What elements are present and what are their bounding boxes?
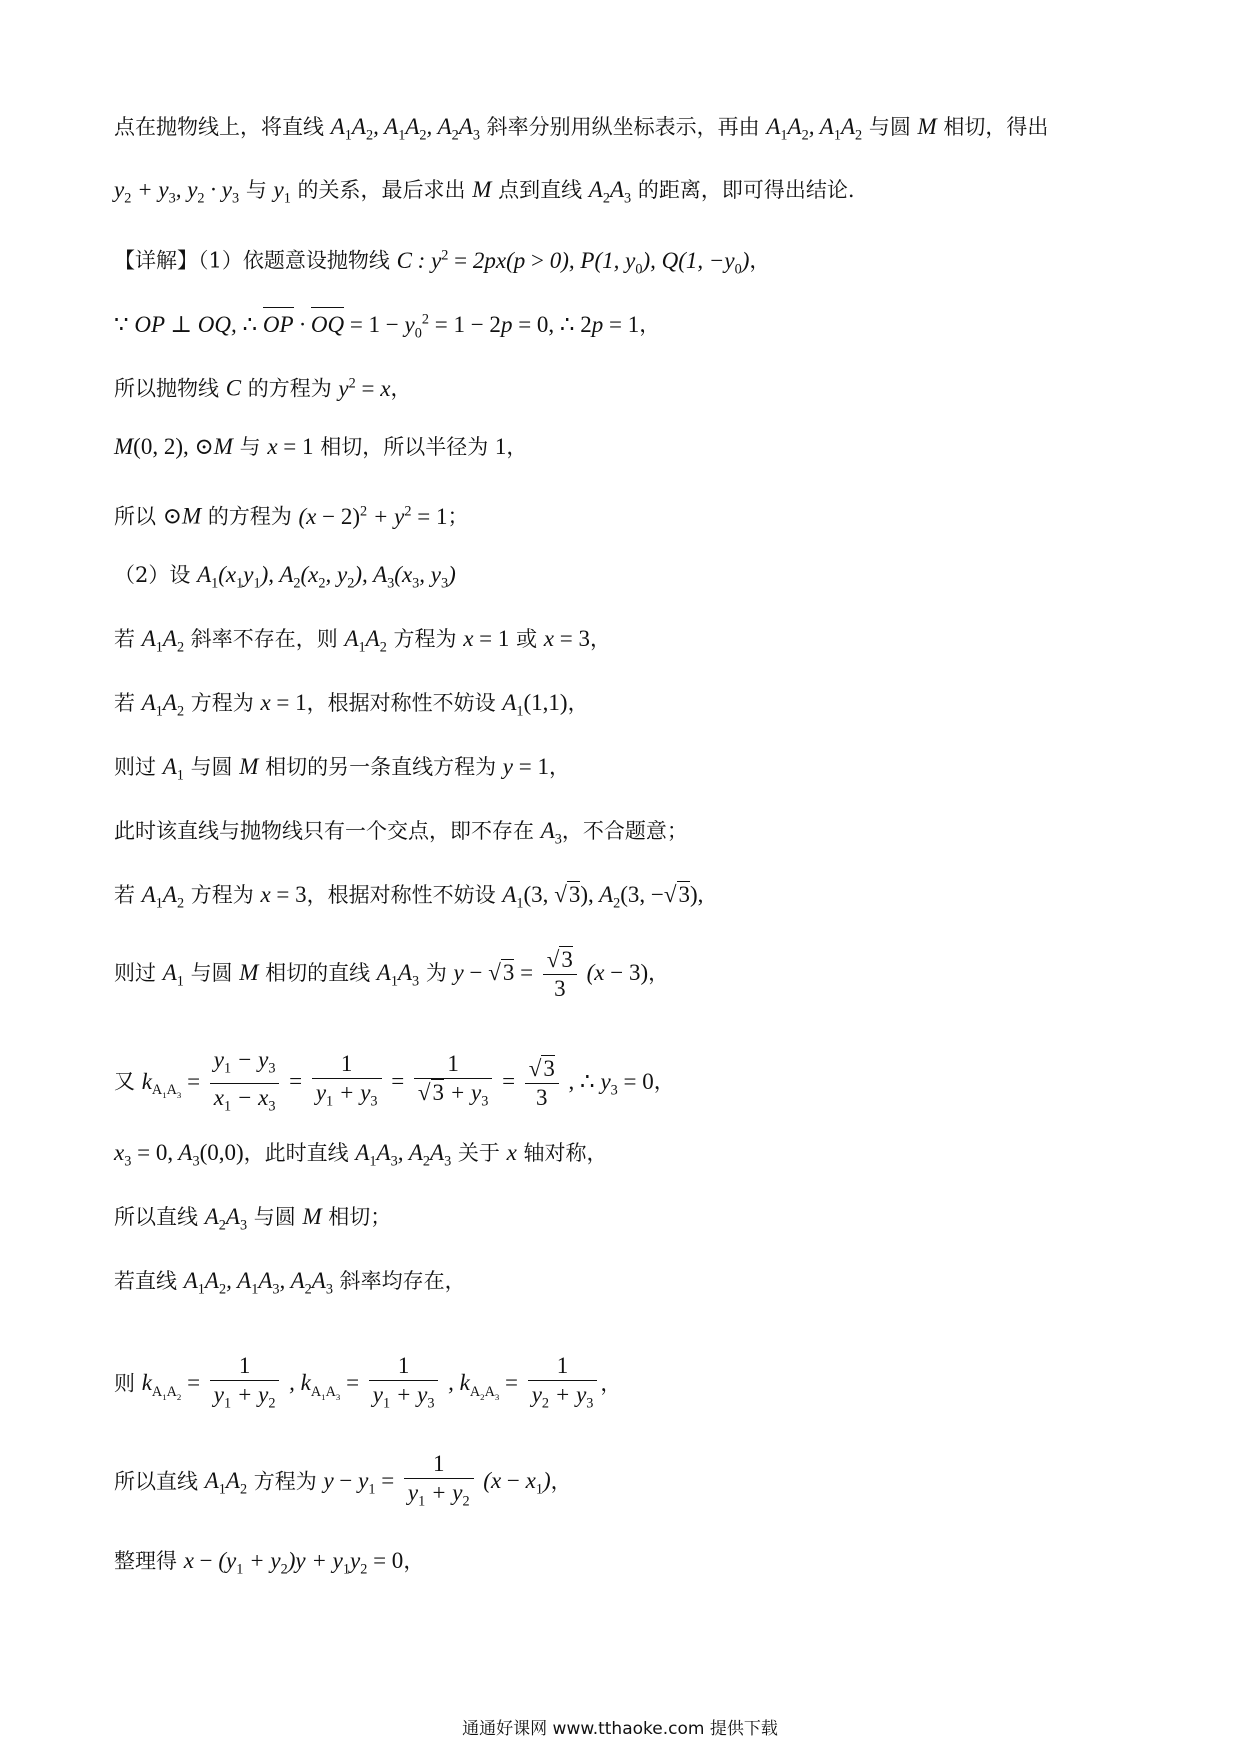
text-run: ，根据对称性不妨设 <box>306 691 496 715</box>
text-line-14: 则过 $A_1$ 与圆 M 相切的直线 $A_1A_3$ 为 y − √3 = $\frac{√3}{3}$ (x − 3)， <box>114 947 670 1001</box>
text-line-9: 若 $A_1A_2$ 斜率不存在，则 $A_1A_2$ 方程为 x = 1 或 x = 3， <box>114 626 611 656</box>
text-line-11: 则过 $A_1$ 与圆 M 相切的另一条直线方程为 y = 1， <box>114 754 570 784</box>
text-run: 相切的另一条直线方程为 <box>265 755 497 779</box>
text-run: 所以 <box>114 504 156 529</box>
text-run: 若直线 <box>114 1269 177 1293</box>
text-line-4: ∵ OP ⊥ OQ, ∴ OP · OQ = $1 - y_0^2 = 1 - 2p = 0$, ∴ 2p = 1， <box>114 304 660 348</box>
text-run: 与圆 <box>190 755 233 779</box>
text-run: 方程为 <box>190 883 254 907</box>
text-run: ，不合题意； <box>561 819 688 843</box>
text-run: ，此时直线 <box>243 1141 349 1165</box>
text-run: 所以直线 <box>114 1469 198 1494</box>
text-run: 若 <box>114 691 135 715</box>
text-line-10: 若 $A_1A_2$ 方程为 x = 1，根据对称性不妨设 $A_1(1,1)$， <box>114 690 589 720</box>
text-run: 与圆 <box>253 1205 296 1229</box>
text-run: （2）设 <box>114 563 191 587</box>
text-run: 相切的直线 <box>265 961 371 985</box>
text-run: 与圆 <box>868 115 911 139</box>
text-line-13: 若 $A_1A_2$ 方程为 x = 3，根据对称性不妨设 $A_1(3$, √3), $A_2(3$, −√3), <box>114 882 704 912</box>
text-run: 方程为 <box>393 627 457 651</box>
text-run: 若 <box>114 627 135 651</box>
text-run: 与圆 <box>190 961 233 985</box>
text-line-6: M(0, 2), ⊙M 与 x = 1 相切，所以半径为 1， <box>114 434 528 459</box>
text-run: 关于 <box>457 1141 500 1165</box>
text-run: 的关系，最后求出 <box>297 178 466 202</box>
text-run: 又 <box>114 1069 135 1094</box>
text-run: 点到直线 <box>498 178 583 202</box>
text-run: 为 <box>425 961 447 985</box>
text-line-15: 又 $k_{A_1A_3}$ = $\frac{y_1 - y_3}{x_1 - x_3}$ = $\frac{1}{y_1 + y_3}$ = $\frac{1}{√3 + y_3}$ = $\frac{√3}{3}$ , ∴ $y_3 = 0$， <box>114 1047 675 1115</box>
text-run: ，根据对称性不妨设 <box>306 883 496 907</box>
text-run: 整理得 <box>114 1549 177 1573</box>
page-footer: 通通好课网 www.tthaoke.com 提供下载 <box>462 1719 778 1739</box>
text-run: 轴对称， <box>523 1141 608 1165</box>
text-run: 所以直线 <box>114 1205 198 1229</box>
text-run: 的方程为 <box>247 376 332 401</box>
text-line-12: 此时该直线与抛物线只有一个交点，即不存在 $A_3$，不合题意； <box>114 818 688 848</box>
text-line-19: 则 $k_{A_1A_2}$ = $\frac{1}{y_1 + y_2}$ , $k_{A_1A_3}$ = $\frac{1}{y_1 + y_3}$ , $k_{A_2A_3}$ = $\frac{1}{y_2 + y_3}$ ， <box>114 1353 622 1412</box>
text-run: 斜率不存在，则 <box>190 627 338 651</box>
text-line-7: 所以 ⊙M 的方程为 $(x - 2)^2 + y^2 = 1$； <box>114 503 469 529</box>
text-run: 或 <box>516 627 538 651</box>
text-line-5: 所以抛物线 C 的方程为 $y^2 = x$， <box>114 375 412 401</box>
text-run: 此时该直线与抛物线只有一个交点，即不存在 <box>114 819 534 843</box>
text-run: 所以抛物线 <box>114 376 219 401</box>
text-run: 则 <box>114 1371 135 1396</box>
text-run: 相切，所以半径为 <box>320 435 489 459</box>
text-line-1: 点在抛物线上，将直线 $A_1A_2$, $A_1A_2$, $A_2A_3$ 斜率分别用纵坐标表示，再由 $A_1A_2$, $A_1A_2$ 与圆 M 相切，得出 <box>114 114 1049 144</box>
text-line-8: （2）设 $A_1(x_1y_1)$, $A_2(x_2$, $y_2$), $A_3(x_3$, $y_3$) <box>114 562 456 592</box>
text-run: 斜率分别用纵坐标表示，再由 <box>486 115 760 139</box>
text-line-3: 【详解】（1）依题意设抛物线 C : $y^2 = 2px(p > 0)$, P(1, $y_0$), Q(1, $-y_0$)， <box>114 247 771 278</box>
text-line-21: 整理得 $x - (y_1 + y_2)y + y_1y_2 = 0$， <box>114 1548 425 1578</box>
text-run: 的方程为 <box>207 504 292 529</box>
text-run: 则过 <box>114 755 156 779</box>
text-line-2: $y_2 + y_3$, $y_2 \cdot y_3$ 与 $y_1$ 的关系，最后求出 M 点到直线 $A_2A_3$ 的距离，即可得出结论. <box>114 177 855 207</box>
text-run: 若 <box>114 883 135 907</box>
text-run: 则过 <box>114 961 156 985</box>
text-run: 的距离，即可得出结论. <box>637 178 855 202</box>
text-run: 【详解】（1）依题意设抛物线 <box>114 248 390 273</box>
text-line-17: 所以直线 $A_2A_3$ 与圆 M 相切； <box>114 1204 392 1234</box>
text-run: 方程为 <box>190 691 254 715</box>
text-run: 与 <box>239 435 261 459</box>
text-run: 与 <box>245 178 267 202</box>
text-line-18: 若直线 $A_1A_2$, $A_1A_3$, $A_2A_3$ 斜率均存在， <box>114 1268 466 1298</box>
text-run: 斜率均存在， <box>339 1269 466 1293</box>
text-line-20: 所以直线 $A_1A_2$ 方程为 $y - y_1$ = $\frac{1}{y_1 + y_2}$ $(x - x_1)$， <box>114 1451 572 1510</box>
text-line-16: $x_3 = 0$, $A_3(0,0)$，此时直线 $A_1A_3$, $A_2A_3$ 关于 x 轴对称， <box>114 1140 608 1170</box>
text-run: 相切，得出 <box>943 115 1049 139</box>
text-run: 相切； <box>328 1205 392 1229</box>
text-run: 方程为 <box>253 1469 317 1494</box>
text-run: 点在抛物线上，将直线 <box>114 115 324 139</box>
